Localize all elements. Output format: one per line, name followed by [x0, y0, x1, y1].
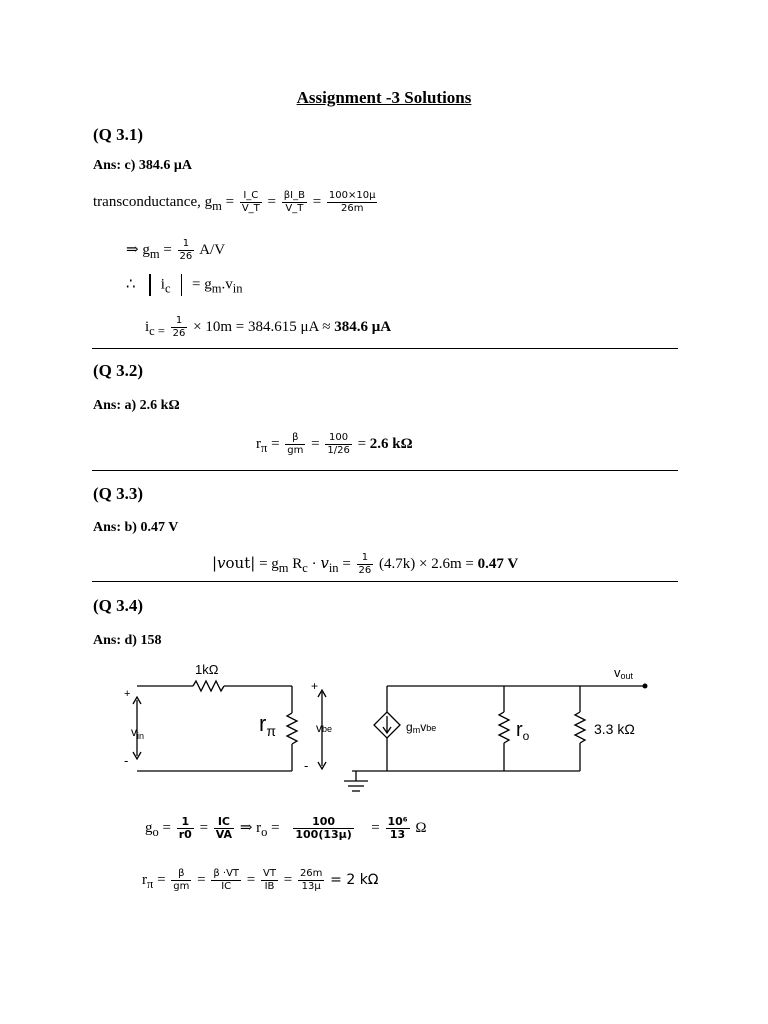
- label-3k3: 3.3 kΩ: [594, 721, 635, 737]
- q32-answer: Ans: a) 2.6 kΩ: [93, 398, 180, 413]
- q34-answer: Ans: d) 158: [93, 633, 162, 648]
- q33-frac-one-26: $\frac{1}{26}$: [358, 552, 372, 576]
- q31-gm-equation: transconductance, $g_m$ = $\frac{I\_C}{V\_T}$ = $\frac{\beta I\_B}{V\_T}$ = $\frac{100\times 10\mu}{26m}$: [93, 190, 376, 214]
- q34-frac-beta-gm: $\frac{\beta}{gm}$: [173, 868, 190, 892]
- q32-frac-values: $\frac{100}{1/26}$: [327, 432, 350, 456]
- q34-heading: (Q 3.4): [93, 596, 144, 615]
- q34-frac-ro-result: $\frac{\text{10⁶}}{13}$: [387, 815, 408, 841]
- label-vout: vout: [614, 665, 634, 681]
- q31-gm-result: ⇒ $g_m$ = $\frac{1}{26}$ A/V: [126, 238, 226, 262]
- q31-frac-values: $\frac{100\times 10\mu}{26m}$: [328, 190, 376, 214]
- q31-frac-ic-vt: $\frac{I\_C}{V\_T}$: [241, 190, 260, 214]
- q33-heading: (Q 3.3): [93, 484, 144, 503]
- resistor-ro: [499, 712, 509, 743]
- q34-frac-vt-ib: $\frac{VT}{IB}$: [263, 868, 276, 892]
- vin-plus: +: [124, 688, 131, 700]
- q34-frac-ro-values: $\frac{100}{100(13\mu)}$: [295, 815, 352, 841]
- vout-node: [643, 684, 648, 689]
- q32-frac-beta-gm: $\frac{\beta}{gm}$: [287, 432, 304, 456]
- resistor-3k3: [575, 712, 585, 743]
- q33-answer: Ans: b) 0.47 V: [93, 520, 179, 535]
- q34-go-equation: $g_o$ = $\frac{1}{r0}$ = $\frac{IC}{VA}$ ⇒ $r_o$ = $\frac{100}{100(13\mu)}$ = $\frac{\text{10⁶}}{13}$ Ω: [145, 815, 427, 841]
- label-rpi: $r_\pi$: [259, 711, 276, 739]
- q32-rpi-equation: $r_\pi$ = $\frac{\beta}{gm}$ = $\frac{100}{1/26}$ = 2.6 kΩ: [256, 432, 413, 456]
- q31-result: 384.6 μA: [334, 318, 392, 335]
- label-ro: $r_o$: [516, 719, 530, 743]
- q33-result: 0.47 V: [477, 555, 519, 572]
- q34-frac-ic-va: $\frac{IC}{VA}$: [215, 815, 233, 841]
- q32-result: 2.6 kΩ: [369, 435, 413, 452]
- resistor-rpi: [287, 713, 297, 744]
- q31-frac-one-26: $\frac{1}{26}$: [179, 238, 193, 262]
- q34-frac-values: $\frac{26m}{13\mu}$: [299, 868, 323, 892]
- resistor-1k: [193, 681, 224, 691]
- vin-minus: -: [124, 753, 129, 768]
- q31-ic-value: $i_{c =}$ $\frac{1}{26}$ × 10m = 384.615 μA ≈ 384.6 μA: [145, 315, 392, 339]
- q34-rpi-equation: $r_\pi$ = $\frac{\beta}{gm}$ = $\frac{\beta \cdot VT}{IC}$ = $\frac{VT}{IB}$ = $\frac{26m}{13\mu}$ = 2 kΩ: [142, 868, 379, 892]
- q34-frac-beta-vt-ic: $\frac{\beta \cdot VT}{IC}$: [213, 868, 240, 892]
- vbe-minus: -: [304, 758, 309, 773]
- label-vin: $v_{in}$: [131, 725, 145, 741]
- q31-answer: Ans: c) 384.6 μA: [93, 158, 192, 173]
- title-text: Assignment -3 Solutions: [296, 88, 472, 107]
- label-gm-vbe: gmvbe: [406, 720, 437, 735]
- q31-frac-bib-vt: $\frac{\beta I\_B}{V\_T}$: [283, 190, 305, 214]
- q31-heading: (Q 3.1): [93, 125, 144, 144]
- label-1k: 1kΩ: [195, 662, 219, 677]
- q31-frac-ic: $\frac{1}{26}$: [172, 315, 186, 339]
- q32-heading: (Q 3.2): [93, 361, 144, 380]
- q34-frac-one-r0: $\frac{1}{r0}$: [178, 815, 192, 841]
- label-vbe: vbe: [316, 721, 333, 735]
- q31-ic-magnitude: ∴ $i_c = g_m.v_{in}$: [126, 274, 242, 296]
- q33-vout-equation: |𝑣out| = $g_m$ $R_c$ · 𝑣$_{in}$ = $\frac{1}{26}$ (4.7k) × 2.6m = 0.47 V: [212, 552, 519, 576]
- vbe-plus: +: [311, 679, 319, 693]
